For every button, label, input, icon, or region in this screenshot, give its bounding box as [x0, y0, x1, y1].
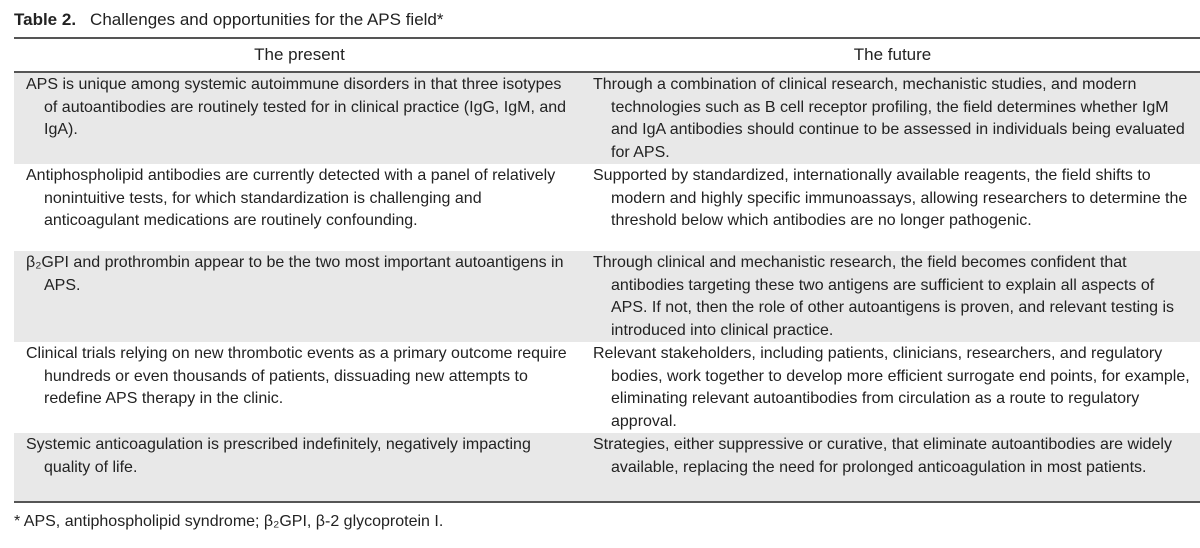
future-cell: [585, 342, 1200, 433]
future-cell: [585, 164, 1200, 251]
present-cell: [14, 251, 585, 342]
future-text: Through clinical and mechanistic research, the field becomes confident that antibodies targeting these two antigens are sufficient to explain all aspects of APS. If not, then the role of other autoantigens is proven, and relevant testing is introduced into clinical practice.: [593, 254, 1175, 339]
header-present: The present: [14, 38, 585, 72]
header-row: [14, 38, 1200, 72]
present-text: Antiphospholipid antibodies are currently detected with a panel of relatively nonintuitive tests, for which standardization is challenging and anticoagulant medications are routinely confounding.: [26, 167, 556, 229]
table-body: [14, 72, 1200, 502]
present-text: Clinical trials relying on new thrombotic events as a primary outcome require hundreds or even thousands of patients, dissuading new attempts to redefine APS therapy in the clinic.: [26, 345, 567, 407]
table-title: Challenges and opportunities for the APS field*: [90, 10, 444, 29]
table-row: [14, 342, 1200, 433]
present-cell: [14, 72, 585, 164]
challenges-table-container: [14, 37, 1200, 503]
future-cell: [585, 251, 1200, 342]
future-text: Relevant stakeholders, including patients, clinicians, researchers, and regulatory bodies, work together to develop more efficient surrogate end points, for example, eliminating relevant autoantibodies from circulation as a route to regulatory approval.: [593, 345, 1190, 430]
future-cell: [585, 72, 1200, 164]
table-row: [14, 251, 1200, 342]
future-text: Strategies, either suppressive or curative, that eliminate autoantibodies are widely available, replacing the need for prolonged anticoagulation in most patients.: [593, 436, 1172, 476]
challenges-table: [14, 37, 1200, 503]
table-caption: [14, 10, 444, 30]
table-row: [14, 72, 1200, 164]
table-row: [14, 433, 1200, 502]
header-future: The future: [585, 38, 1200, 72]
present-cell: [14, 433, 585, 502]
present-text: Systemic anticoagulation is prescribed indefinitely, negatively impacting quality of life.: [26, 436, 531, 476]
table-header: [14, 38, 1200, 72]
table-footnote: * APS, antiphospholipid syndrome; β₂GPI, β-2 glycoprotein I.: [14, 513, 444, 530]
table-label: Table 2.: [14, 10, 77, 29]
future-text: Supported by standardized, internationally available reagents, the field shifts to modern and highly specific immunoassays, allowing researchers to determine the threshold below which antibodies are no longer pathogenic.: [593, 167, 1188, 229]
present-text: β₂GPI and prothrombin appear to be the two most important autoantigens in APS.: [26, 254, 564, 294]
table-row: [14, 164, 1200, 251]
present-text: APS is unique among systemic autoimmune disorders in that three isotypes of autoantibodies are routinely tested for in clinical practice (IgG, IgM, and IgA).: [26, 76, 567, 138]
future-cell: [585, 433, 1200, 502]
future-text: Through a combination of clinical research, mechanistic studies, and modern technologies such as B cell receptor profiling, the field determines whether IgM and IgA antibodies should continue to be assessed in individuals being evaluated for APS.: [593, 76, 1185, 161]
present-cell: [14, 164, 585, 251]
present-cell: [14, 342, 585, 433]
